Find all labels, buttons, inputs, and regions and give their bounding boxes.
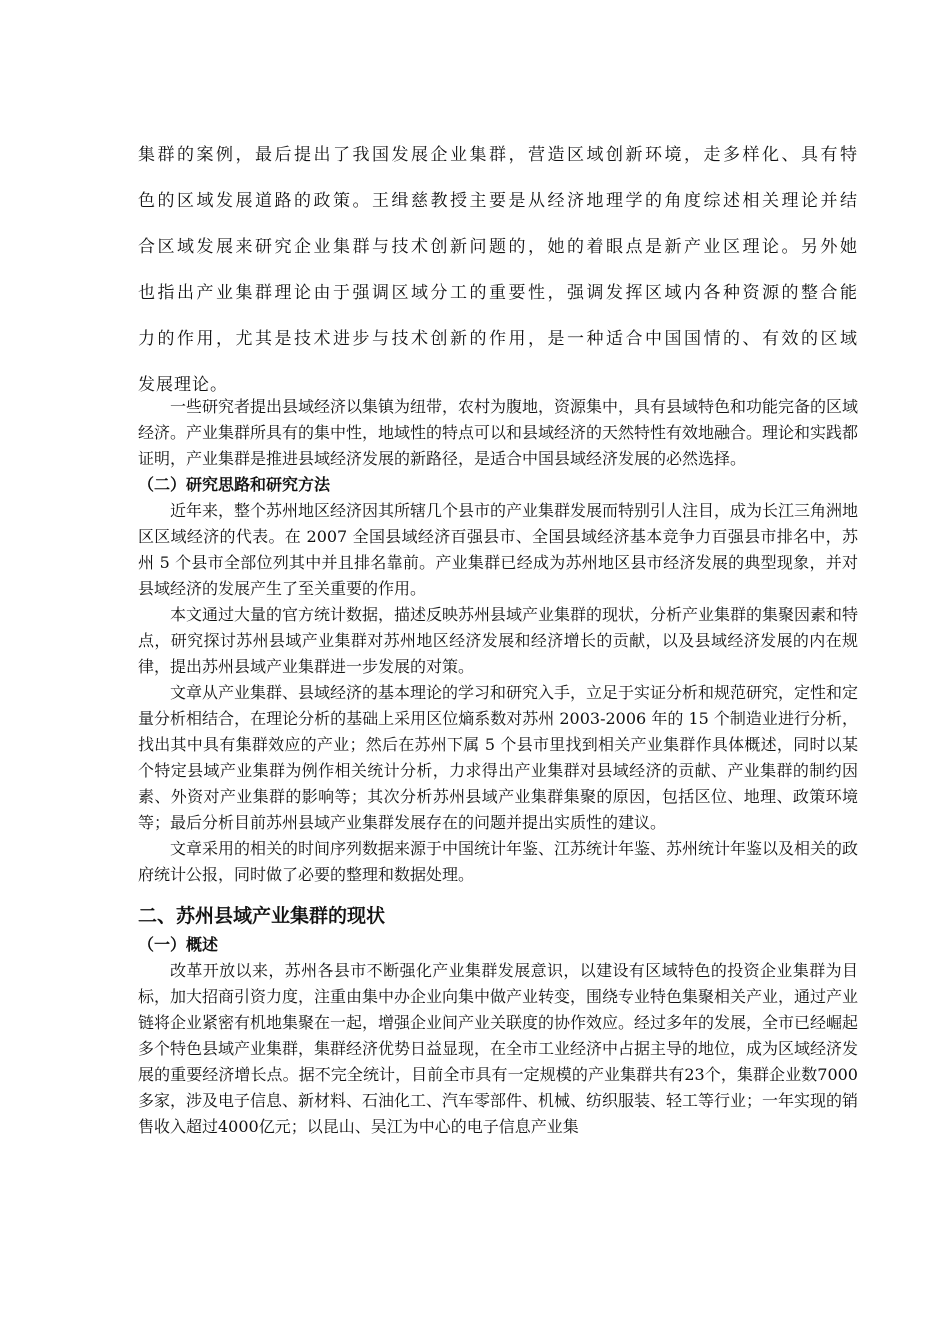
- text-line: 发展理论。: [138, 375, 228, 395]
- intro-paragraph: [138, 136, 858, 412]
- text-line: 力的作用，尤其是技术进步与技术创新的作用，是一种适合中国国情的、有效的区域: [138, 329, 858, 349]
- paragraph-county-economy: 一些研究者提出县域经济以集镇为纽带，农村为腹地，资源集中，具有县域特色和功能完备的区域经济。产业集群所具有的集中性，地域性的特点可以和县域经济的天然特性有效地融合。理论和实践都证明，产业集群是推进县域经济发展的新路径，是适合中国县域经济发展的必然选择。: [138, 397, 859, 468]
- heading-section-2: 二、苏州县域产业集群的现状: [138, 905, 386, 927]
- text-line: 合区域发展来研究企业集群与技术创新问题的，她的着眼点是新产业区理论。另外她: [138, 237, 858, 257]
- text-line: 色的区域发展道路的政策。王缉慈教授主要是从经济地理学的角度综述相关理论并结: [138, 191, 858, 211]
- body-content: [138, 394, 858, 1140]
- text-line: 集群的案例，最后提出了我国发展企业集群，营造区域创新环境，走多样化、具有特: [138, 145, 858, 165]
- paragraph-method-4: 文章采用的相关的时间序列数据来源于中国统计年鉴、江苏统计年鉴、苏州统计年鉴以及相关的政府统计公报，同时做了必要的整理和数据处理。: [138, 839, 859, 884]
- paragraph-method-1: 近年来，整个苏州地区经济因其所辖几个县市的产业集群发展而特别引人注目，成为长江三角洲地区区域经济的代表。在 2007 全国县域经济百强县市、全国县域经济基本竞争力百强县市排名中，苏州 5 个县市全部位列其中并且排名靠前。产业集群已经成为苏州地区县市经济发展的典型现象，并对县域经济的发展产生了至关重要的作用。: [138, 501, 859, 598]
- paragraph-method-2: 本文通过大量的官方统计数据，描述反映苏州县域产业集群的现状，分析产业集群的集聚因素和特点，研究探讨苏州县域产业集群对苏州地区经济发展和经济增长的贡献，以及县域经济发展的内在规律，提出苏州县域产业集群进一步发展的对策。: [138, 605, 859, 676]
- paragraph-method-3: 文章从产业集群、县域经济的基本理论的学习和研究入手，立足于实证分析和规范研究，定性和定量分析相结合，在理论分析的基础上采用区位熵系数对苏州 2003-2006 年的 15 个制造业进行分析，找出其中具有集群效应的产业；然后在苏州下属 5 个县市里找到相关产业集群作具体概述，同时以某个特定县域产业集群为例作相关统计分析，力求得出产业集群对县域经济的贡献、产业集群的制约因素、外资对产业集群的影响等；其次分析苏州县域产业集群集聚的原因，包括区位、地理、政策环境等；最后分析目前苏州县域产业集群发展存在的问题并提出实质性的建议。: [138, 683, 859, 832]
- text-line: 也指出产业集群理论由于强调区域分工的重要性，强调发挥区域内各种资源的整合能: [138, 283, 858, 303]
- heading-overview: （一）概述: [138, 935, 219, 954]
- heading-research-method: （二）研究思路和研究方法: [138, 475, 331, 494]
- paragraph-overview: 改革开放以来，苏州各县市不断强化产业集群发展意识，以建设有区域特色的投资企业集群为目标，加大招商引资力度，注重由集中办企业向集中做产业转变，围绕专业特色集聚相关产业，通过产业链将企业紧密有机地集聚在一起，增强企业间产业关联度的协作效应。经过多年的发展，全市已经崛起多个特色县域产业集群，集群经济优势日益显现，在全市工业经济中占据主导的地位，成为区域经济发展的重要经济增长点。据不完全统计，目前全市具有一定规模的产业集群共有23个，集群企业数7000多家，涉及电子信息、新材料、石油化工、汽车零部件、机械、纺织服装、轻工等行业；一年实现的销售收入超过4000亿元；以昆山、吴江为中心的电子信息产业集: [138, 961, 859, 1136]
